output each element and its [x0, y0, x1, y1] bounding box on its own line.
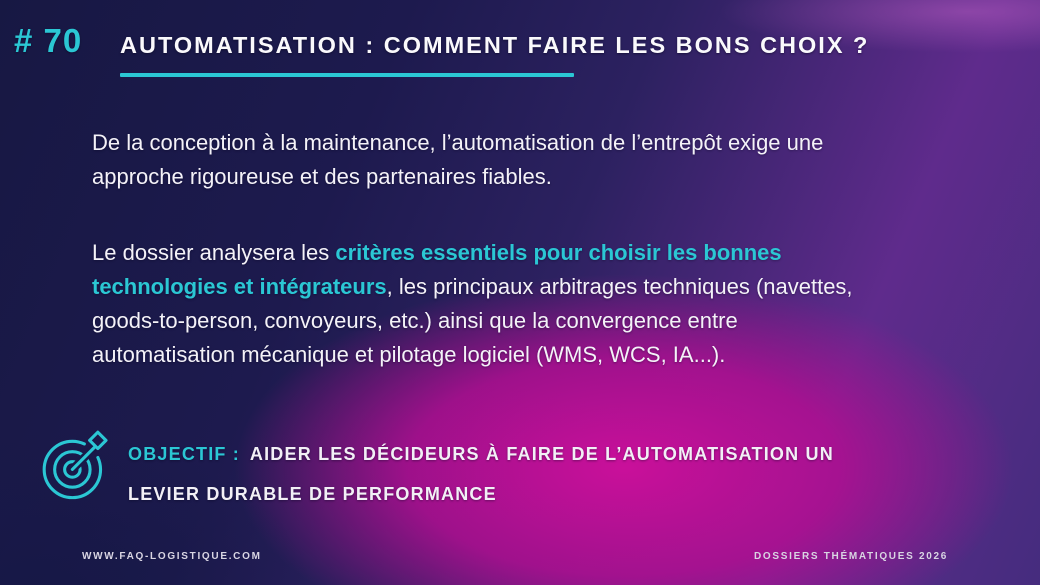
slide-title: AUTOMATISATION : COMMENT FAIRE LES BONS CHOIX ? — [120, 32, 870, 58]
analysis-line-1 — [92, 236, 853, 270]
objective-line-1 — [128, 434, 1028, 474]
intro-line-1: De la conception à la maintenance, l’automatisation de l’entrepôt exige une — [92, 130, 824, 155]
footer — [0, 551, 1040, 571]
analysis-text: Le dossier analysera les — [92, 240, 336, 265]
title-underline — [120, 73, 574, 77]
objective-label: OBJECTIF : — [128, 444, 241, 464]
objective-statement: AIDER LES DÉCIDEURS À FAIRE DE L’AUTOMATISATION UN — [249, 444, 834, 464]
analysis-line-2 — [92, 270, 853, 304]
website-url: WWW.FAQ-LOGISTIQUE.COM — [82, 551, 262, 562]
target-dart-icon — [36, 422, 116, 506]
objective-line-2: LEVIER DURABLE DE PERFORMANCE — [128, 484, 497, 504]
slide-number: # 70 — [14, 22, 83, 59]
header — [120, 32, 869, 77]
analysis-line-3: goods-to-person, convoyeurs, etc.) ainsi que la convergence entre — [92, 308, 738, 333]
analysis-highlight: critères essentiels pour choisir les bonnes — [335, 240, 782, 265]
analysis-highlight: technologies et intégrateurs — [92, 274, 387, 299]
analysis-text: , les principaux arbitrages techniques (navettes, — [386, 274, 853, 299]
intro-line-2: approche rigoureuse et des partenaires fiables. — [92, 164, 552, 189]
edition-label: DOSSIERS THÉMATIQUES 2026 — [753, 551, 948, 562]
analysis-line-4: automatisation mécanique et pilotage logiciel (WMS, WCS, IA...). — [92, 342, 726, 367]
intro-paragraph — [92, 126, 823, 194]
objective-text — [128, 434, 1028, 514]
analysis-paragraph — [92, 236, 853, 372]
